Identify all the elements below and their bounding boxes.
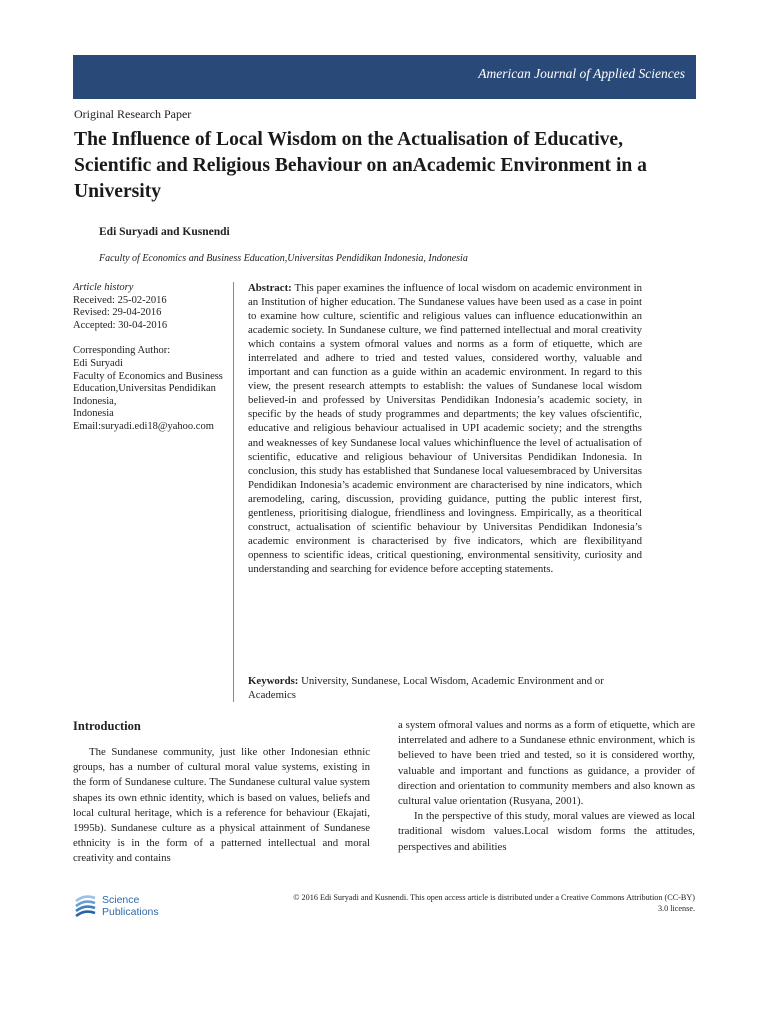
journal-name: American Journal of Applied Sciences: [478, 66, 685, 81]
body-column-right: [398, 718, 695, 855]
corresponding-author-heading: Corresponding Author:: [73, 345, 171, 357]
license-line-1: © 2016 Edi Suryadi and Kusnendi. This open access article is distributed under a Creative Commons Attribution (CC-BY): [293, 893, 695, 902]
intro-paragraph-2: In the perspective of this study, moral values are viewed as local traditional wisdom values.Local wisdom forms the attitudes, perspectives and abilities: [398, 810, 695, 853]
abstract-label: Abstract:: [248, 282, 292, 294]
paper-type: Original Research Paper: [74, 107, 192, 121]
abstract-text: This paper examines the influence of local wisdom on academic environment in an Institution of higher education. The Sundanese values have been used as a case in point to examine how culture, scientific and religious values can influence educationwithin an academic society. In Sundanese culture, we find patterned intellectual and moral creativity which contains a system ofmoral values and norms as a form of etiquette, which are interrelated and adhere to tried and tested values, considered worthy, valuable and important and can function as a guide within an academic environment. In regard to this view, the present research attempts to establish: the values of Sundanese local wisdom believed-in and professed by Universitas Pendidikan Indonesia’s academic society, in specific by the heads of study programmes and departments; the key values ofscientific, educative and religious behaviour actualised in UPI academic society; and the strengths and weaknesses of key Sundanese local values whichinfluence the level of actualisation of scientific, educative and religious behaviour of Universitas Pendidikan Indonesia. In conclusion, this study has established that Sundanese local valuesembraced by Universitas Pendidikan Indonesia’s academic environment are characterised by nine indicators, which aremodeling, caring, discussion, providing guidance, putting the public interest first, gentleness, prioritising dialogue, friendliness and lovingness. Empirically, as a theoritical construct, actualisation of scientific behaviour by Universitas Pendidikan Indonesia’s academic environment is characterised by five indicators, which are flexibilityand openness to scientific ideas, critical questioning, environmental sensitivity, curiosity and understanding and searching for evidence before accepting statements.: [248, 282, 643, 575]
received-date: Received: 25-02-2016: [73, 294, 167, 306]
publisher-line-1: Science: [102, 894, 140, 906]
article-info-sidebar: [73, 282, 238, 434]
body-column-left: [73, 745, 370, 867]
introduction-heading: Introduction: [73, 719, 141, 733]
publisher-name: [102, 894, 159, 918]
corresponding-author-name: Edi Suryadi: [73, 357, 123, 369]
revised-date: Revised: 29-04-2016: [73, 307, 162, 319]
sidebar-divider: [233, 282, 234, 702]
intro-paragraph-1-continued: a system ofmoral values and norms as a form of etiquette, which are interrelated and adhere to a Sundanese ethnic environment, which is believed to have been tried and tested, so it is considered worthy, valuable and important and functions as guidance, a provider of direction and orientation to community members and also known as cultural value orientation (Rusyana, 2001).: [398, 719, 695, 808]
journal-banner: [73, 55, 696, 99]
article-history-heading: Article history: [73, 282, 134, 293]
accepted-date: Accepted: 30-04-2016: [73, 319, 168, 331]
publisher-line-2: Publications: [102, 906, 159, 918]
keywords-label: Keywords:: [248, 675, 299, 687]
abstract: [248, 281, 642, 576]
corresponding-author-email: Email:suryadi.edi18@yahoo.com: [73, 420, 214, 432]
corresponding-author-country: Indonesia: [73, 408, 114, 420]
keywords: [248, 674, 642, 702]
corresponding-author-dept: Faculty of Economics and Business Education,Universitas Pendidikan Indonesia,: [73, 370, 223, 407]
science-publications-logo: [73, 893, 183, 923]
authors: Edi Suryadi and Kusnendi: [99, 226, 230, 238]
license-line-2: 3.0 license.: [657, 903, 695, 913]
license-notice: [245, 893, 695, 914]
affiliation: Faculty of Economics and Business Education,Universitas Pendidikan Indonesia, Indonesia: [99, 253, 468, 264]
publisher-logo-icon: [73, 893, 99, 921]
intro-paragraph-1: The Sundanese community, just like other Indonesian ethnic groups, has a number of cultural moral value systems, existing in the form of Sundanese culture. The Sundanese cultural value system shapes its own ethnic identity, which is based on values, beliefs and local cultural heritage, which is a reference for behaviour (Ekajati, 1995b). Sundanese culture as a physical attainment of Sundanese ethnicity is in the form of a patterned intellectual and moral creativity and contains: [73, 746, 370, 865]
keywords-text: University, Sundanese, Local Wisdom, Academic Environment and or Academics: [248, 675, 604, 701]
paper-title: The Influence of Local Wisdom on the Actualisation of Educative, Scientific and Religious Behaviour on anAcademic Environment in a University: [74, 129, 647, 202]
